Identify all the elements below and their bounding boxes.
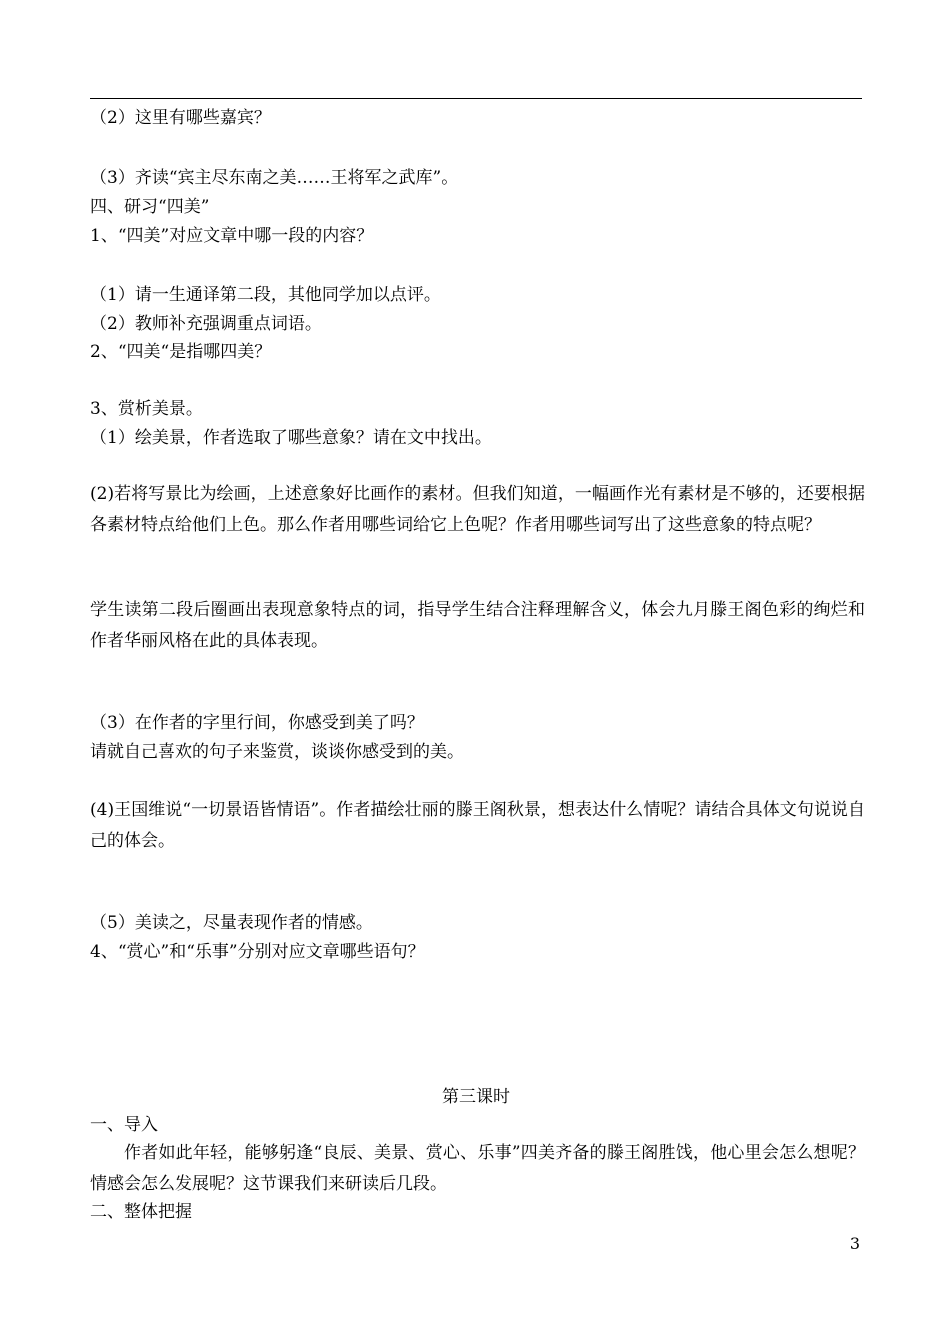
paragraph-wang-guowei: (4)王国维说“一切景语皆情语”。作者描绘壮丽的滕王阁秋景，想表达什么情呢？请结合具体文句说说自己的体会。 <box>90 800 865 851</box>
step-2-teacher: （2）教师补充强调重点词语。 <box>90 314 322 334</box>
section-four-heading: 四、研习“四美” <box>90 197 210 217</box>
appreciation-instruction: 请就自己喜欢的句子来鉴赏，谈谈你感受到的美。 <box>90 742 464 762</box>
paragraph-intro: 作者如此年轻，能够躬逢“良辰、美景、赏心、乐事”四美齐备的滕王阁胜饯，他心里会怎么想呢？情感会怎么发展呢？这节课我们来研读后几段。 <box>90 1143 865 1194</box>
step-1-imagery: （1）绘美景，作者选取了哪些意象？请在文中找出。 <box>90 428 492 448</box>
step-5-read-beautifully: （5）美读之，尽量表现作者的情感。 <box>90 913 373 933</box>
question-3: 3、赏析美景。 <box>90 399 203 419</box>
intro-heading: 一、导入 <box>90 1115 158 1135</box>
question-2: 2、“四美“是指哪四美？ <box>90 342 272 362</box>
question-4: 4、“赏心”和“乐事”分别对应文章哪些语句？ <box>90 942 425 962</box>
paragraph-painting-analogy: (2)若将写景比为绘画，上述意象好比画作的素材。但我们知道，一幅画作光有素材是不够的，还要根据各素材特点给他们上色。那么作者用哪些词给它上色呢？作者用哪些词写出了这些意象的特点呢？ <box>90 484 865 535</box>
read-aloud-instruction: （3）齐读“宾主尽东南之美……王将军之武库”。 <box>90 168 459 188</box>
step-3-feel-beauty: （3）在作者的字里行间，你感受到美了吗？ <box>90 713 424 733</box>
header-rule <box>90 98 862 99</box>
section-title: 第三课时 <box>442 1087 510 1107</box>
paragraph-student-activity: 学生读第二段后圈画出表现意象特点的词，指导学生结合注释理解含义，体会九月滕王阁色彩的绚烂和作者华丽风格在此的具体表现。 <box>90 600 865 651</box>
question-1: 1、“四美”对应文章中哪一段的内容？ <box>90 226 374 246</box>
overall-heading: 二、整体把握 <box>90 1202 192 1222</box>
page-number: 3 <box>849 1234 860 1253</box>
question-guests: （2）这里有哪些嘉宾？ <box>90 108 271 128</box>
step-1-translate: （1）请一生通译第二段，其他同学加以点评。 <box>90 285 441 305</box>
